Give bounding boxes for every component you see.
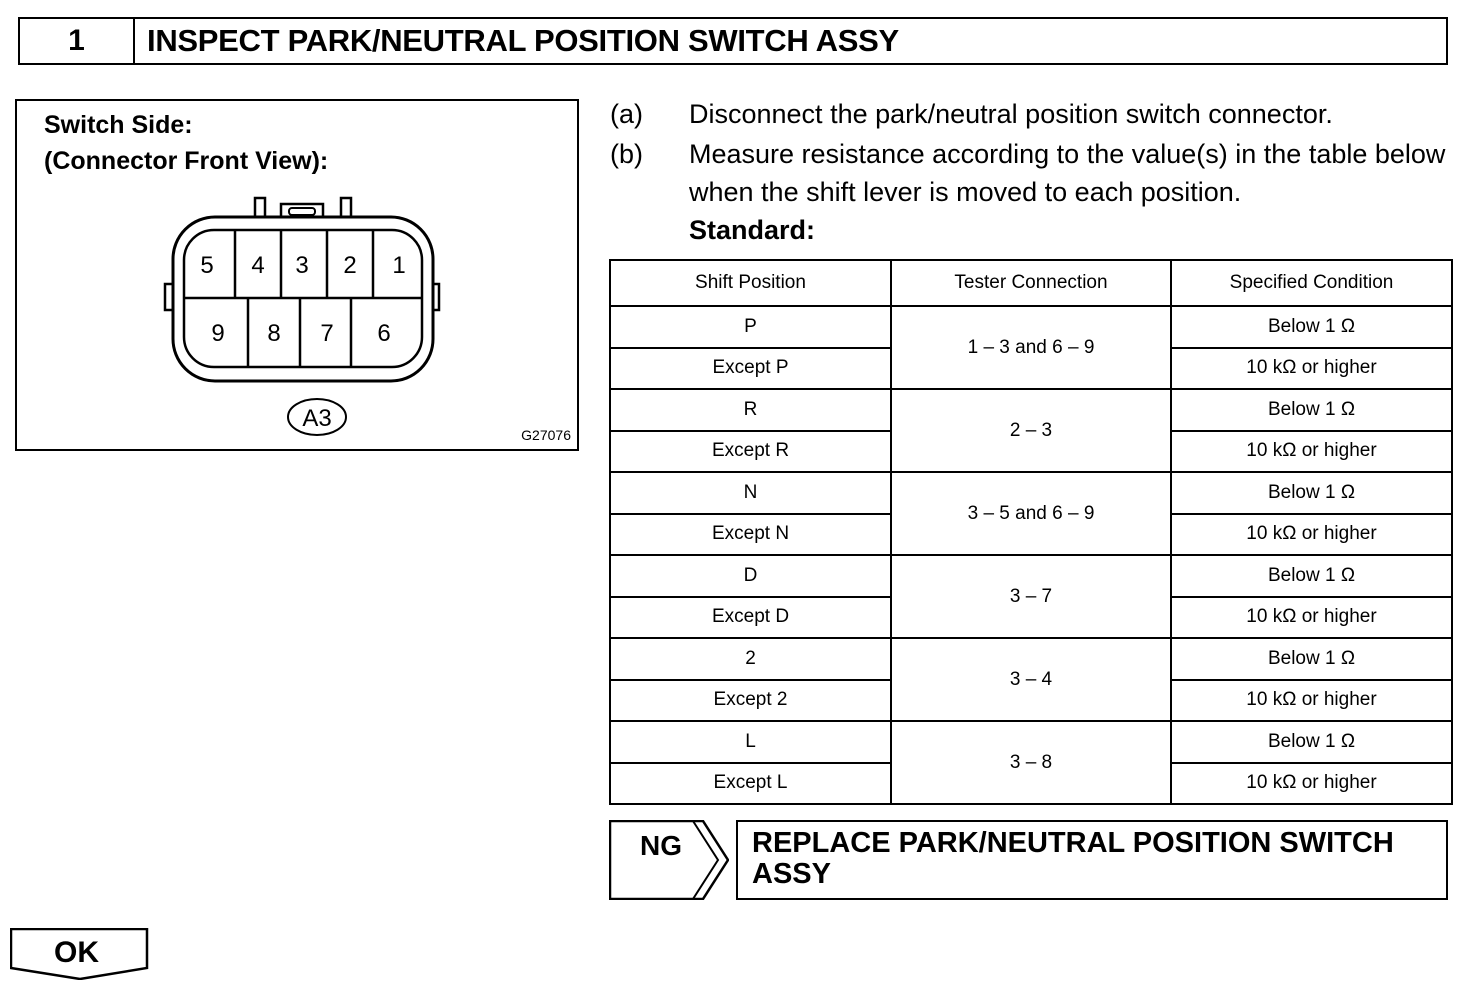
pin-5: 5: [200, 252, 214, 279]
specified-condition: Below 1 Ω: [1171, 555, 1452, 597]
pin-6: 6: [377, 320, 391, 347]
connector-diagram: [17, 101, 577, 449]
shift-position: P: [610, 306, 891, 348]
step-number: 1: [20, 19, 135, 63]
lock-slot-inner: [289, 208, 315, 215]
specified-condition: Below 1 Ω: [1171, 638, 1452, 680]
connector-id: A3: [302, 405, 332, 432]
instruction-a-text: Disconnect the park/neutral position switch connector.: [689, 99, 1333, 129]
ok-result-tag: [10, 928, 150, 980]
tester-connection: 3 – 8: [891, 721, 1171, 804]
specified-condition: Below 1 Ω: [1171, 721, 1452, 763]
shift-position-except: Except L: [610, 763, 891, 805]
ng-action-box: REPLACE PARK/NEUTRAL POSITION SWITCH ASSY: [736, 820, 1448, 900]
specified-condition: Below 1 Ω: [1171, 306, 1452, 348]
header-shift-position: Shift Position: [610, 260, 891, 306]
pin-7: 7: [320, 320, 334, 347]
pin-9: 9: [211, 320, 225, 347]
shift-position-except: Except P: [610, 348, 891, 390]
shift-position-except: Except R: [610, 431, 891, 473]
shift-position: D: [610, 555, 891, 597]
pin-1: 1: [392, 252, 406, 279]
specified-condition: Below 1 Ω: [1171, 389, 1452, 431]
step-header: [18, 17, 1448, 65]
header-tester-connection: Tester Connection: [891, 260, 1171, 306]
specified-condition: 10 kΩ or higher: [1171, 763, 1452, 805]
pin-8: 8: [267, 320, 281, 347]
shift-position-except: Except 2: [610, 680, 891, 722]
figure-caption-line2: (Connector Front View):: [44, 147, 329, 175]
figure-code: G27076: [521, 427, 571, 443]
instruction-a-label: (a): [610, 99, 643, 129]
tester-connection: 2 – 3: [891, 389, 1171, 472]
specified-condition: 10 kΩ or higher: [1171, 431, 1452, 473]
figure-caption-line1: Switch Side:: [44, 111, 193, 139]
table-row: [610, 472, 1452, 514]
specified-condition: Below 1 Ω: [1171, 472, 1452, 514]
shift-position: 2: [610, 638, 891, 680]
specified-condition: 10 kΩ or higher: [1171, 514, 1452, 556]
pin-4: 4: [251, 252, 265, 279]
connector-figure: [15, 99, 579, 451]
shift-position-except: Except D: [610, 597, 891, 639]
instruction-b-text: Measure resistance according to the value(s) in the table below when the shift lever is moved to each position.: [689, 139, 1446, 207]
instruction-b-label: (b): [610, 139, 643, 169]
tester-connection: 3 – 7: [891, 555, 1171, 638]
tester-connection: 1 – 3 and 6 – 9: [891, 306, 1171, 389]
table-row: [610, 638, 1452, 680]
table-row: [610, 555, 1452, 597]
specified-condition: 10 kΩ or higher: [1171, 348, 1452, 390]
shift-position-except: Except N: [610, 514, 891, 556]
specified-condition: 10 kΩ or higher: [1171, 597, 1452, 639]
ng-result-tag: [609, 820, 729, 900]
tester-connection: 3 – 5 and 6 – 9: [891, 472, 1171, 555]
table-row: [610, 306, 1452, 348]
ng-label: NG: [640, 830, 682, 861]
tester-connection: 3 – 4: [891, 638, 1171, 721]
latch-tab-left: [255, 198, 265, 218]
latch-tab-right: [341, 198, 351, 218]
pin-2: 2: [343, 252, 357, 279]
shift-position: N: [610, 472, 891, 514]
pin-3: 3: [295, 252, 309, 279]
spec-table: [609, 259, 1453, 805]
shift-position: L: [610, 721, 891, 763]
shift-position: R: [610, 389, 891, 431]
table-row: [610, 721, 1452, 763]
step-title: INSPECT PARK/NEUTRAL POSITION SWITCH ASSY: [147, 23, 899, 58]
table-row: [610, 389, 1452, 431]
standard-label: Standard:: [689, 215, 816, 245]
header-specified-condition: Specified Condition: [1171, 260, 1452, 306]
specified-condition: 10 kΩ or higher: [1171, 680, 1452, 722]
table-header-row: [610, 260, 1452, 306]
ok-label: OK: [54, 936, 99, 969]
